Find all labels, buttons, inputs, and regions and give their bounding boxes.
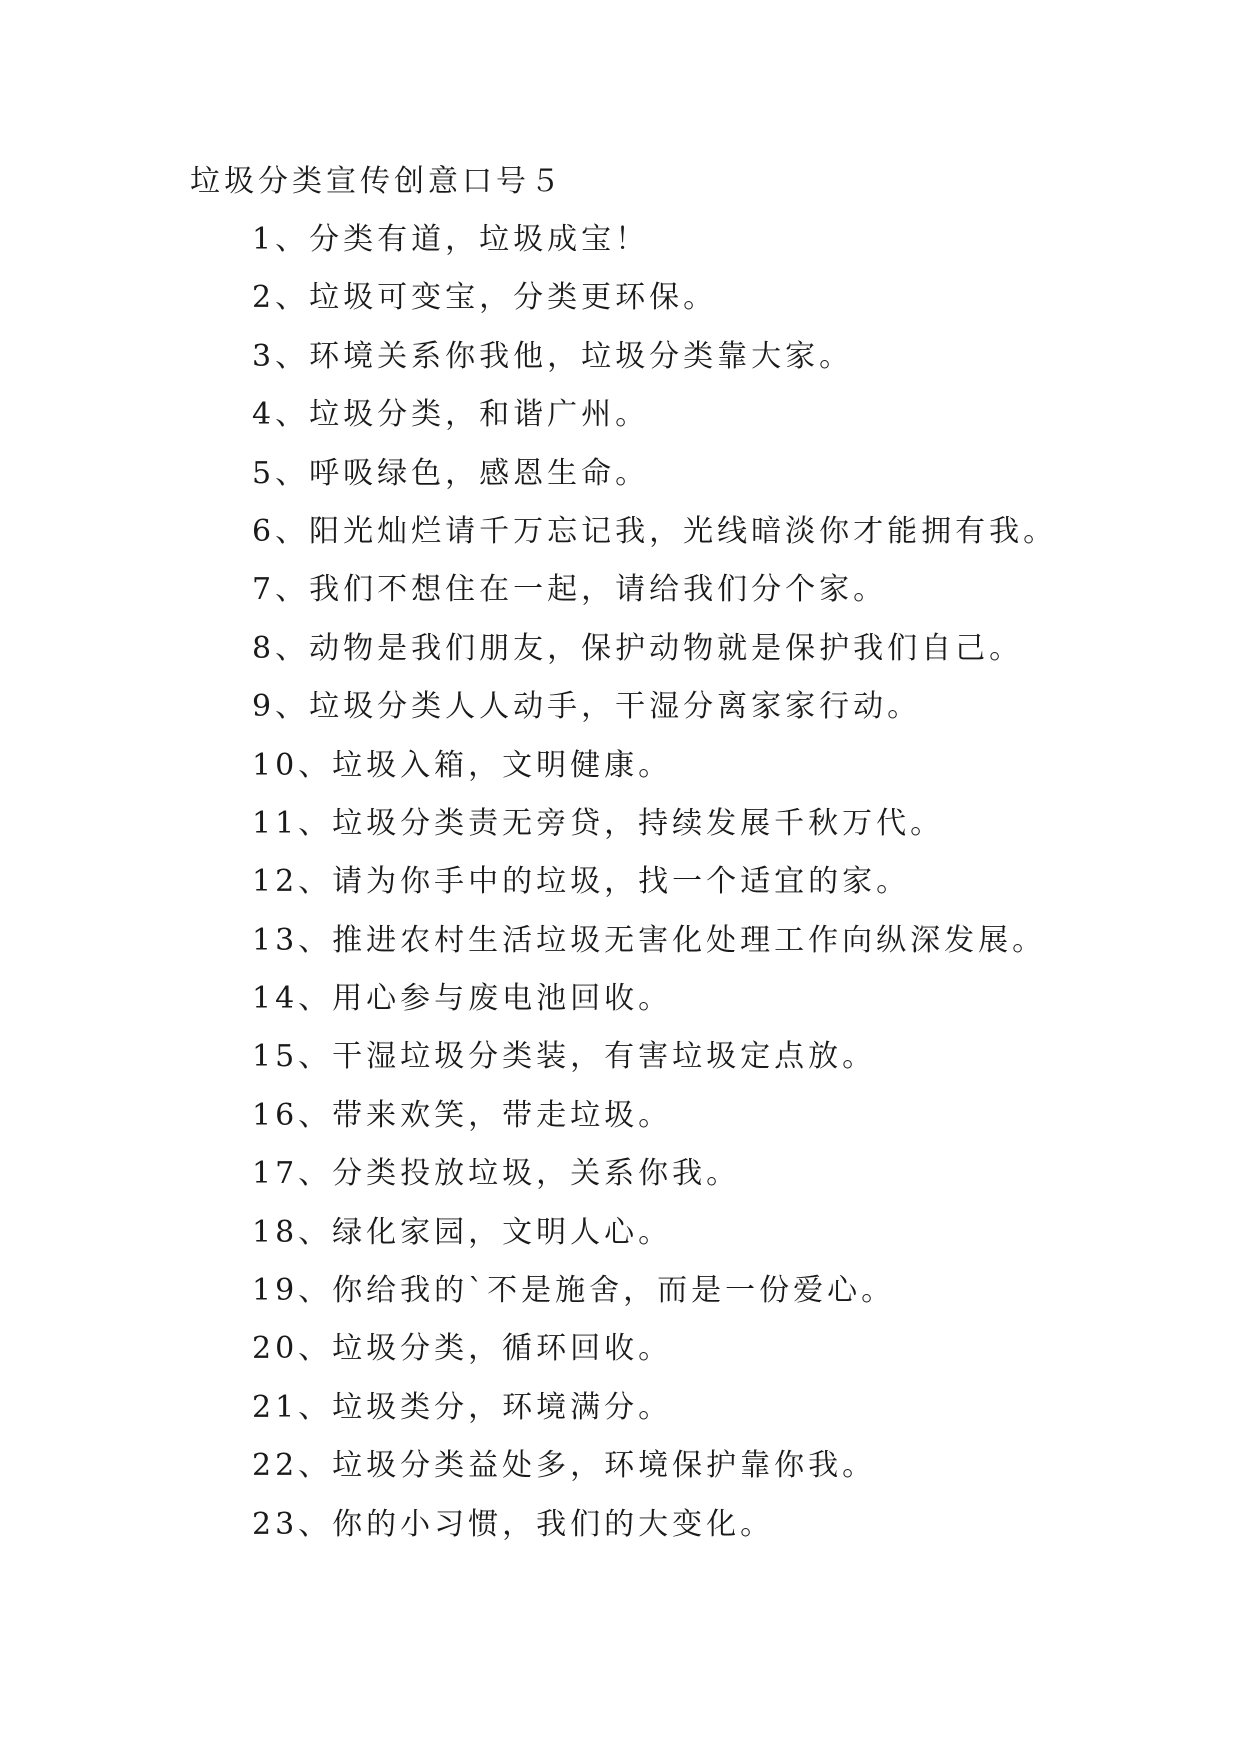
list-item: 13、推进农村生活垃圾无害化处理工作向纵深发展。	[252, 922, 1047, 958]
list-item: 20、垃圾分类，循环回收。	[252, 1331, 673, 1367]
list-item: 15、干湿垃圾分类装，有害垃圾定点放。	[252, 1039, 877, 1075]
list-item: 19、你给我的`不是施舍，而是一份爱心。	[252, 1273, 896, 1309]
list-item: 1、分类有道，垃圾成宝！	[252, 222, 650, 257]
slogan-list	[252, 218, 1057, 1561]
page-title: 垃圾分类宣传创意口号５	[190, 164, 564, 199]
list-item: 14、用心参与废电池回收。	[252, 981, 673, 1017]
list-item: 22、垃圾分类益处多，环境保护靠你我。	[252, 1448, 877, 1484]
list-item: 7、我们不想住在一起，请给我们分个家。	[252, 572, 888, 608]
list-item: 18、绿化家园，文明人心。	[252, 1214, 673, 1250]
list-item: 5、呼吸绿色，感恩生命。	[252, 455, 650, 491]
list-item: 11、垃圾分类责无旁贷，持续发展千秋万代。	[252, 805, 945, 841]
list-item: 21、垃圾类分，环境满分。	[252, 1389, 673, 1425]
list-item: 4、垃圾分类，和谐广州。	[252, 397, 650, 433]
list-item: 2、垃圾可变宝，分类更环保。	[252, 280, 718, 316]
list-item: 12、请为你手中的垃圾，找一个适宜的家。	[252, 864, 911, 900]
list-item: 10、垃圾入箱，文明健康。	[252, 747, 673, 783]
list-item: 8、动物是我们朋友，保护动物就是保护我们自己。	[252, 630, 1024, 666]
list-item: 17、分类投放垃圾，关系你我。	[252, 1156, 741, 1192]
list-item: 6、阳光灿烂请千万忘记我，光线暗淡你才能拥有我。	[252, 513, 1058, 549]
list-item: 23、你的小习惯，我们的大变化。	[252, 1506, 775, 1542]
list-item: 16、带来欢笑，带走垃圾。	[252, 1097, 673, 1133]
list-item: 9、垃圾分类人人动手，干湿分离家家行动。	[252, 689, 922, 725]
list-item: 3、环境关系你我他，垃圾分类靠大家。	[252, 338, 854, 374]
